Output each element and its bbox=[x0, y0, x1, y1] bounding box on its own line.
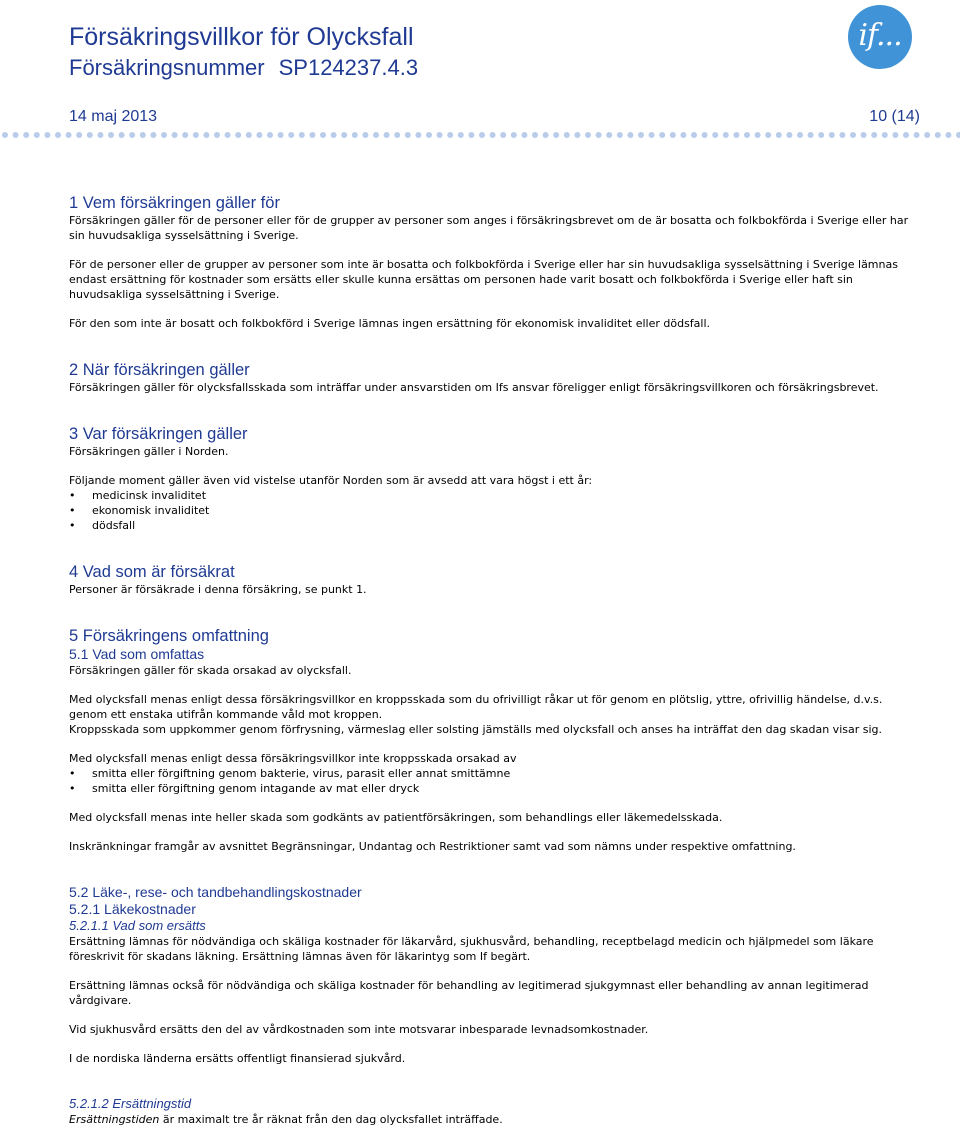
section-3-heading: 3 Var försäkringen gäller bbox=[69, 425, 248, 443]
section-1-paragraph-1: Försäkringen gäller för de personer eller för de grupper av personer som anges i försäkringsbrevet om de är bosatta och folkbokförda i Sverige eller har sin huvudsakliga sysselsättning i Sverige. bbox=[69, 214, 909, 242]
document-header-subtitle bbox=[69, 55, 418, 81]
document-body bbox=[69, 194, 919, 1127]
separator-dot bbox=[129, 132, 135, 138]
separator-dot bbox=[818, 132, 824, 138]
separator-dot bbox=[66, 132, 72, 138]
paragraph-text: är maximalt tre år räknat från den dag olycksfallet inträffade. bbox=[159, 1113, 503, 1126]
separator-dot bbox=[97, 132, 103, 138]
separator-dot bbox=[278, 132, 284, 138]
separator-dot bbox=[55, 132, 61, 138]
section-5-1-paragraph-5: Med olycksfall menas inte heller skada som godkänts av patientförsäkringen, som behandlings eller läkemedelsskada. bbox=[69, 811, 723, 824]
separator-dot bbox=[182, 132, 188, 138]
separator-dot bbox=[362, 132, 368, 138]
section-3-paragraph-2: Följande moment gäller även vid vistelse utanför Norden som är avsedd att vara högst i ett år: bbox=[69, 474, 593, 487]
separator-dot bbox=[437, 132, 443, 138]
separator-dot bbox=[309, 132, 315, 138]
separator-dot bbox=[786, 132, 792, 138]
separator-dot bbox=[140, 132, 146, 138]
separator-dot bbox=[490, 132, 496, 138]
emphasis-term: Ersättningstiden bbox=[69, 1113, 160, 1126]
separator-dot bbox=[426, 132, 432, 138]
separator-dot bbox=[479, 132, 485, 138]
section-5-1-paragraph-4: Med olycksfall menas enligt dessa försäkringsvillkor inte kroppsskada orsakad av bbox=[69, 752, 517, 765]
separator-dot bbox=[850, 132, 856, 138]
separator-dot bbox=[256, 132, 262, 138]
section-2-paragraph-1: Försäkringen gäller för olycksfallsskada som inträffar under ansvarstiden om Ifs ansvar föreligger enligt försäkringsvillkoren och försäkringsbrevet. bbox=[69, 381, 879, 394]
separator-dot bbox=[394, 132, 400, 138]
separator-dot bbox=[352, 132, 358, 138]
separator-dot bbox=[76, 132, 82, 138]
separator-dot bbox=[384, 132, 390, 138]
separator-dot bbox=[468, 132, 474, 138]
separator-dot bbox=[808, 132, 814, 138]
separator-dot bbox=[733, 132, 739, 138]
section-5-2-1-2-paragraph-1 bbox=[69, 1112, 919, 1127]
separator-dot bbox=[627, 132, 633, 138]
section-5-2-1-heading: 5.2.1 Läkekostnader bbox=[69, 901, 196, 917]
section-5-1-heading: 5.1 Vad som omfattas bbox=[69, 646, 205, 662]
separator-dot bbox=[617, 132, 623, 138]
separator-dot bbox=[924, 132, 930, 138]
separator-dot bbox=[829, 132, 835, 138]
section-1-paragraph-3: För den som inte är bosatt och folkbokförd i Sverige lämnas ingen ersättning för ekonomisk invaliditet eller dödsfall. bbox=[69, 317, 711, 330]
section-5-2-1-1-paragraph-2: Ersättning lämnas också för nödvändiga och skäliga kostnader för behandling av legitimerad sjukgymnast eller behandling av annan legitimerad vårdgivare. bbox=[69, 979, 869, 1007]
section-5-2-1-1-paragraph-3: Vid sjukhusvård ersätts den del av vårdkostnaden som inte motsvarar inbesparade levnadsomkostnader. bbox=[69, 1023, 649, 1036]
list-item: • smitta eller förgiftning genom intagande av mat eller dryck bbox=[69, 781, 919, 796]
section-5-1-paragraph-6: Inskränkningar framgår av avsnittet Begränsningar, Undantag och Restriktioner samt vad som nämns under respektive omfattning. bbox=[69, 840, 796, 853]
separator-dot bbox=[638, 132, 644, 138]
separator-dot bbox=[511, 132, 517, 138]
section-2-heading: 2 När försäkringen gäller bbox=[69, 361, 250, 379]
separator-dot bbox=[2, 132, 8, 138]
section-5-2-1-2-heading: 5.2.1.2 Ersättningstid bbox=[69, 1096, 192, 1111]
separator-dot bbox=[34, 132, 40, 138]
separator-dot bbox=[405, 132, 411, 138]
section-5-heading: 5 Försäkringens omfattning bbox=[69, 627, 269, 645]
separator-dot bbox=[500, 132, 506, 138]
separator-dot bbox=[225, 132, 231, 138]
separator-dot bbox=[267, 132, 273, 138]
separator-dot bbox=[755, 132, 761, 138]
separator-dot bbox=[914, 132, 920, 138]
separator-dot bbox=[776, 132, 782, 138]
separator-dot bbox=[723, 132, 729, 138]
section-5-2-1-1-heading: 5.2.1.1 Vad som ersätts bbox=[69, 918, 206, 933]
page-number: 10 (14) bbox=[869, 108, 920, 125]
list-item: • smitta eller förgiftning genom bakterie, virus, parasit eller annat smittämne bbox=[69, 766, 919, 781]
separator-dot bbox=[564, 132, 570, 138]
dotted-separator bbox=[0, 130, 960, 140]
separator-dot bbox=[415, 132, 421, 138]
separator-dot bbox=[765, 132, 771, 138]
separator-dot bbox=[87, 132, 93, 138]
section-5-1-paragraph-1: Försäkringen gäller för skada orsakad av olycksfall. bbox=[69, 664, 352, 677]
separator-dot bbox=[193, 132, 199, 138]
separator-dot bbox=[956, 132, 960, 138]
separator-dot bbox=[903, 132, 909, 138]
list-item: • ekonomisk invaliditet bbox=[69, 503, 919, 518]
section-3-list bbox=[69, 488, 919, 533]
separator-dot bbox=[882, 132, 888, 138]
separator-dot bbox=[13, 132, 19, 138]
separator-dot bbox=[150, 132, 156, 138]
separator-dot bbox=[945, 132, 951, 138]
section-5-2-heading: 5.2 Läke-, rese- och tandbehandlingskostnader bbox=[69, 884, 362, 900]
policy-number: SP124237.4.3 bbox=[278, 55, 419, 80]
if-logo bbox=[848, 5, 912, 69]
separator-dot bbox=[458, 132, 464, 138]
separator-dot bbox=[935, 132, 941, 138]
separator-dot bbox=[712, 132, 718, 138]
section-4-heading: 4 Vad som är försäkrat bbox=[69, 563, 235, 581]
separator-dot bbox=[596, 132, 602, 138]
separator-dot bbox=[797, 132, 803, 138]
separator-dot bbox=[871, 132, 877, 138]
separator-dot bbox=[553, 132, 559, 138]
separator-dot bbox=[659, 132, 665, 138]
separator-dot bbox=[235, 132, 241, 138]
separator-dot bbox=[44, 132, 50, 138]
separator-dot bbox=[23, 132, 29, 138]
separator-dot bbox=[203, 132, 209, 138]
separator-dot bbox=[670, 132, 676, 138]
section-1-heading: 1 Vem försäkringen gäller för bbox=[69, 194, 280, 212]
separator-dot bbox=[172, 132, 178, 138]
separator-dot bbox=[341, 132, 347, 138]
separator-dot bbox=[702, 132, 708, 138]
section-5-1-paragraph-3: Kroppsskada som uppkommer genom förfrysning, värmeslag eller solsting jämställs med olycksfall och anses ha inträffat den dag skadan visar sig. bbox=[69, 723, 883, 736]
separator-dot bbox=[574, 132, 580, 138]
section-5-2-1-1-paragraph-1: Ersättning lämnas för nödvändiga och skäliga kostnader för läkarvård, sjukhusvård, behandling, receptbelagd medicin och hjälpmedel som läkare föreskrivit för skadans läkning. Ersättning lämnas även för läkarintyg som If begärt. bbox=[69, 935, 874, 963]
section-1-paragraph-2: För de personer eller de grupper av personer som inte är bosatta och folkbokförda i Sverige eller har sin huvudsakliga sysselsättning i Sverige lämnas endast ersättning för kostnader som ersätts eller skulle kunna ersättas om personen hade varit bosatt och folkbokförda i Sverige eller haft sin huvudsakliga sysselsättning i Sverige. bbox=[69, 258, 898, 301]
separator-dot bbox=[320, 132, 326, 138]
separator-dot bbox=[839, 132, 845, 138]
separator-dot bbox=[119, 132, 125, 138]
section-5-1-paragraph-2: Med olycksfall menas enligt dessa försäkringsvillkor en kroppsskada som du ofrivilligt råkar ut för genom en plötslig, yttre, ofrivillig händelse, d.v.s. genom ett enstaka utifrån kommande våld mot kroppen. bbox=[69, 693, 883, 721]
separator-dot bbox=[299, 132, 305, 138]
if-logo-text: if... bbox=[858, 17, 902, 53]
separator-dot bbox=[246, 132, 252, 138]
separator-dot bbox=[288, 132, 294, 138]
separator-dot bbox=[680, 132, 686, 138]
separator-dot bbox=[861, 132, 867, 138]
separator-dot bbox=[606, 132, 612, 138]
section-4-paragraph-1: Personer är försäkrade i denna försäkring, se punkt 1. bbox=[69, 583, 367, 596]
separator-dot bbox=[161, 132, 167, 138]
separator-dot bbox=[108, 132, 114, 138]
section-3-paragraph-1: Försäkringen gäller i Norden. bbox=[69, 445, 229, 458]
separator-dot bbox=[521, 132, 527, 138]
separator-dot bbox=[585, 132, 591, 138]
document-date: 14 maj 2013 bbox=[69, 108, 158, 125]
separator-dot bbox=[447, 132, 453, 138]
separator-dot bbox=[373, 132, 379, 138]
separator-dot bbox=[892, 132, 898, 138]
section-5-1-list bbox=[69, 766, 919, 796]
section-5-2-1-1-paragraph-4: I de nordiska länderna ersätts offentligt finansierad sjukvård. bbox=[69, 1052, 406, 1065]
separator-dot bbox=[691, 132, 697, 138]
separator-dot bbox=[532, 132, 538, 138]
document-header-title: Försäkringsvillkor för Olycksfall bbox=[69, 23, 414, 51]
separator-dot bbox=[331, 132, 337, 138]
policy-label: Försäkringsnummer bbox=[69, 55, 265, 80]
separator-dot bbox=[744, 132, 750, 138]
list-item: • dödsfall bbox=[69, 518, 919, 533]
separator-dot bbox=[214, 132, 220, 138]
list-item: • medicinsk invaliditet bbox=[69, 488, 919, 503]
separator-dot bbox=[649, 132, 655, 138]
separator-dot bbox=[543, 132, 549, 138]
